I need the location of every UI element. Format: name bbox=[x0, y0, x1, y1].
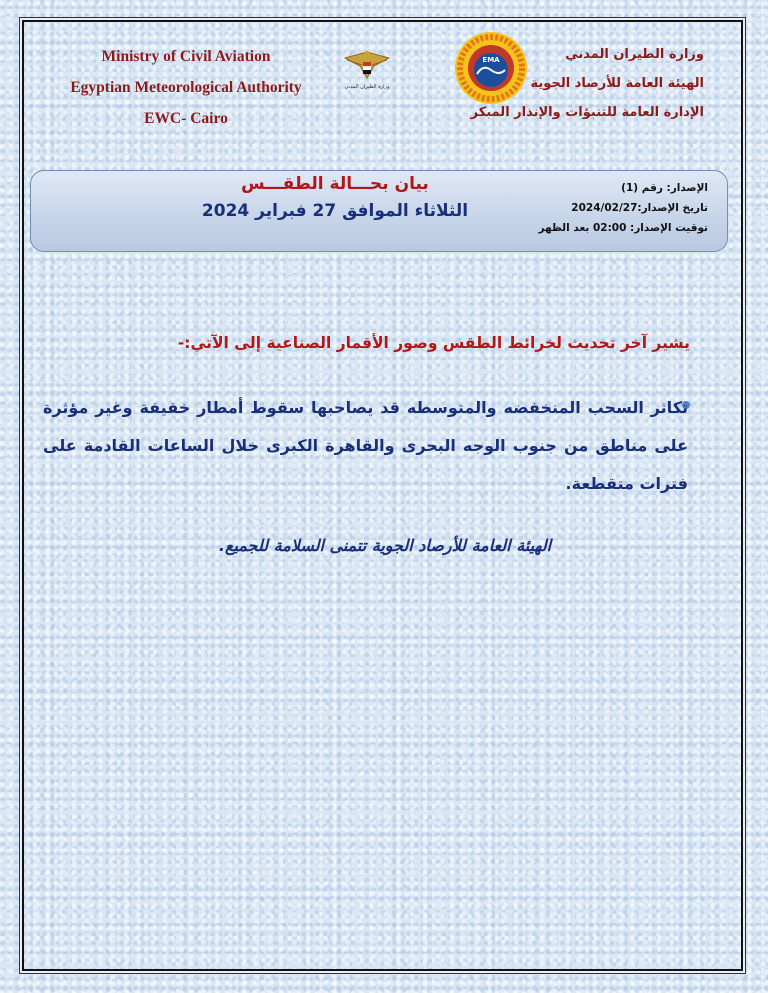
bulletin-title: بيان بحـــالة الطقـــس bbox=[241, 174, 429, 194]
authority-name-en: Egyptian Meteorological Authority bbox=[70, 79, 302, 96]
closing-statement: الهيئة العامة للأرصاد الجوية تتمنى السلامة للجميع. bbox=[218, 536, 552, 555]
department-name-ar: الإدارة العامة للتنبؤات والإنذار المبكر bbox=[470, 105, 704, 120]
issue-number: الإصدار: رقم (1) bbox=[621, 182, 708, 194]
english-header bbox=[40, 48, 332, 141]
logo-caption: وزارة الطيران المدني bbox=[344, 84, 390, 90]
center-name-en: EWC- Cairo bbox=[144, 110, 228, 127]
issue-date: تاريخ الإصدار:2024/02/27 bbox=[571, 202, 708, 214]
ministry-name-ar: وزارة الطيران المدني bbox=[565, 47, 704, 62]
issue-info bbox=[518, 182, 708, 242]
ministry-name-en: Ministry of Civil Aviation bbox=[101, 48, 271, 65]
ministry-eagle-logo bbox=[340, 44, 394, 94]
forecast-intro: يشير آخر تحديث لخرائط الطقس وصور الأقمار الصناعية إلى الآتي:- bbox=[177, 334, 690, 352]
bulletin-date: الثلاثاء الموافق 27 فبراير 2024 bbox=[201, 201, 469, 221]
arabic-header bbox=[470, 47, 704, 134]
forecast-bullet-text: تكاثر السحب المنخفضه والمتوسطه قد يصاحبها سقوط أمطار خفيفة وغير مؤثرة على مناطق من جنوب الوجه البحرى والقاهرة الكبرى خلال الساعات القادمة على فترات متقطعة. bbox=[43, 398, 688, 493]
issue-time: توقيت الإصدار: 02:00 بعد الظهر bbox=[538, 222, 708, 234]
logo-ema-text: EMA bbox=[482, 56, 500, 64]
authority-name-ar: الهيئة العامة للأرصاد الجوية bbox=[530, 76, 704, 91]
